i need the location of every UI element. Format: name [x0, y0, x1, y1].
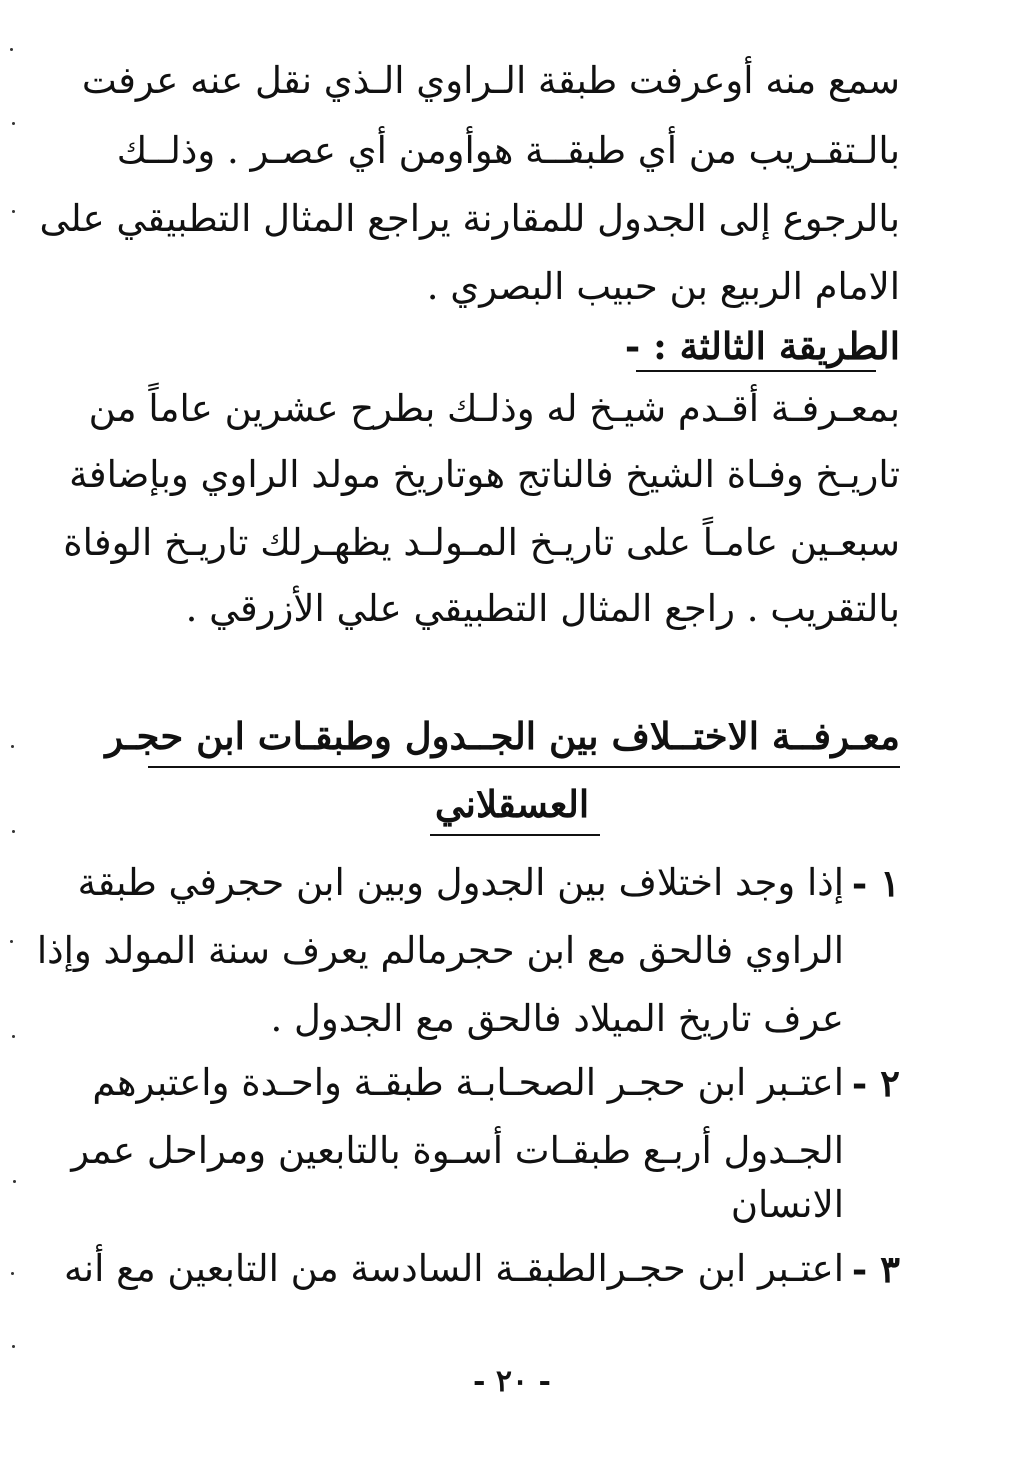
scan-speck — [11, 1272, 14, 1275]
text-line: بالتقريب . راجع المثال التطبيقي علي الأزرقي . — [185, 587, 900, 630]
scan-speck — [12, 210, 15, 213]
text-line: سبعـين عامـاً على تاريـخ المـولـد يظهـرلك تاريـخ الوفاة — [63, 521, 900, 564]
scan-speck — [11, 745, 14, 748]
text-line: الانسان — [730, 1183, 844, 1226]
text-line: بالرجوع إلى الجدول للمقارنة يراجع المثال التطبيقي على — [39, 197, 900, 240]
scan-speck — [10, 940, 13, 943]
scan-speck — [12, 1035, 15, 1038]
text-line: الامام الربيع بن حبيب البصري . — [426, 265, 900, 308]
text-line: تاريـخ وفـاة الشيخ فالناتج هوتاريخ مولد الراوي وبإضافة — [69, 453, 900, 496]
scan-speck — [12, 1345, 15, 1348]
scan-speck — [10, 48, 13, 51]
text-line: إذا وجد اختلاف بين الجدول وبين ابن حجرفي طبقة — [77, 861, 844, 904]
section-title-line1: معـرفــة الاختــلاف بين الجــدول وطبقـات ابن حجـر — [105, 714, 900, 758]
list-item-number: ١ - — [851, 861, 900, 905]
text-line: اعتـبر ابن حجـرالطبقـة السادسة من التابعين مع أنه — [63, 1247, 844, 1290]
section-subtitle-underline — [430, 834, 600, 836]
text-line: بالـتقـريب من أي طبقــة هوأومن أي عصـر . وذلــك — [116, 129, 900, 172]
section-title-underline — [148, 766, 900, 768]
text-line: عرف تاريخ الميلاد فالحق مع الجدول . — [270, 997, 844, 1040]
text-line: الراوي فالحق مع ابن حجرمالم يعرف سنة المولد وإذا — [36, 929, 844, 972]
text-line: سمع منه أوعرفت طبقة الـراوي الـذي نقل عنه عرفت — [81, 59, 900, 102]
scan-speck — [12, 122, 15, 125]
list-item-number: ٢ - — [851, 1061, 900, 1105]
text-line: بمعـرفـة أقـدم شيـخ له وذلـك بطرح عشرين عاماً من — [88, 387, 900, 430]
scan-speck — [13, 1180, 16, 1183]
section-title-line2: العسقلاني — [434, 782, 590, 826]
method3-heading: الطريقة الثالثة : - — [624, 324, 900, 368]
text-line: الجـدول أربـع طبقـات أسـوة بالتابعين ومراحل عمر — [71, 1129, 844, 1172]
text-line: اعتـبر ابن حجـر الصحـابـة طبقـة واحـدة واعتبرهم — [92, 1061, 844, 1104]
method3-heading-underline — [636, 370, 876, 372]
page-number: - ٢٠ - — [472, 1364, 552, 1399]
list-item-number: ٣ - — [851, 1247, 900, 1291]
